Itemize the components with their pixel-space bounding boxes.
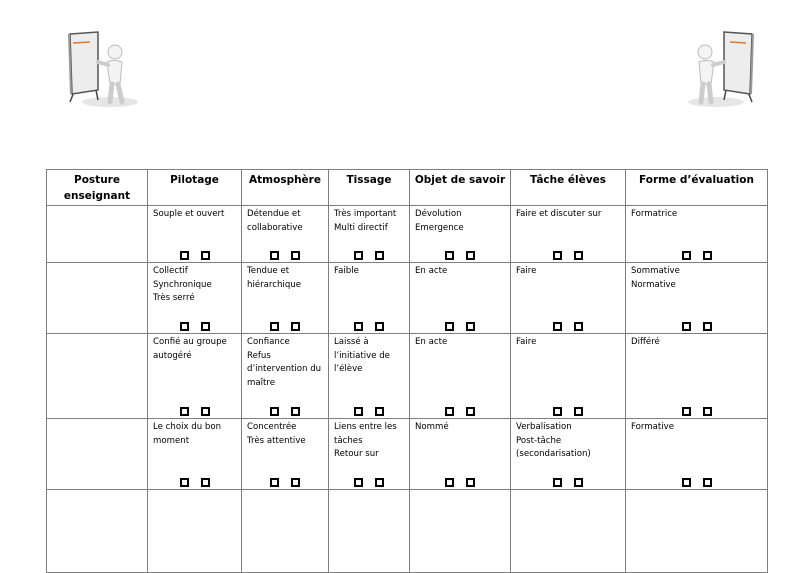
checkbox-icon[interactable] [270, 478, 279, 487]
table-cell [47, 334, 148, 419]
table-cell [242, 263, 329, 334]
cell-text: Faire [516, 266, 537, 276]
table-row [47, 206, 768, 263]
cell-text: Sommative Normative [631, 266, 680, 290]
checkbox-group [511, 407, 625, 416]
cell-text: Dévolution Emergence [415, 209, 464, 233]
table-cell [148, 206, 242, 263]
cell-text: Laissé à l’initiative de l’élève [334, 337, 390, 375]
checkbox-icon[interactable] [682, 251, 691, 260]
checkbox-icon[interactable] [445, 407, 454, 416]
cell-text: Formatrice [631, 209, 678, 219]
checkbox-icon[interactable] [466, 322, 475, 331]
table-cell [626, 490, 768, 573]
cell-text [47, 419, 147, 421]
checkbox-icon[interactable] [375, 407, 384, 416]
checkbox-group [626, 478, 767, 487]
checkbox-group [148, 251, 241, 260]
table-cell [329, 206, 410, 263]
checkbox-icon[interactable] [553, 251, 562, 260]
checkbox-group [511, 322, 625, 331]
checkbox-group [626, 322, 767, 331]
header-posture: Posture enseignant [47, 170, 148, 206]
table-cell [626, 263, 768, 334]
cell-text: Faire [516, 337, 537, 347]
table-cell [148, 419, 242, 490]
checkbox-icon[interactable] [574, 251, 583, 260]
cell-text [410, 490, 510, 492]
checkbox-icon[interactable] [703, 322, 712, 331]
checkbox-icon[interactable] [180, 407, 189, 416]
table-row [47, 490, 768, 573]
table-cell [47, 490, 148, 573]
cell-text [242, 490, 328, 492]
table-cell [242, 334, 329, 419]
checkbox-icon[interactable] [682, 407, 691, 416]
table-cell [47, 419, 148, 490]
table-cell [329, 490, 410, 573]
table-cell [626, 206, 768, 263]
cell-text: Très important Multi directif [334, 209, 397, 233]
cell-text: Concentrée Très attentive [247, 422, 306, 446]
header-evaluation: Forme d’évaluation [626, 170, 768, 206]
checkbox-group [626, 407, 767, 416]
checkbox-icon[interactable] [703, 478, 712, 487]
table-cell [511, 334, 626, 419]
table-cell [329, 419, 410, 490]
posture-table [46, 169, 768, 573]
checkbox-group [329, 322, 409, 331]
checkbox-group [410, 407, 510, 416]
checkbox-icon[interactable] [445, 322, 454, 331]
cell-text: Le choix du bon moment [153, 422, 222, 446]
checkbox-icon[interactable] [445, 478, 454, 487]
checkbox-icon[interactable] [291, 407, 300, 416]
checkbox-group [242, 478, 328, 487]
checkbox-group [148, 478, 241, 487]
checkbox-icon[interactable] [553, 478, 562, 487]
checkbox-icon[interactable] [682, 478, 691, 487]
checkbox-icon[interactable] [291, 478, 300, 487]
header-tache: Tâche élèves [511, 170, 626, 206]
checkbox-icon[interactable] [466, 407, 475, 416]
checkbox-icon[interactable] [270, 322, 279, 331]
checkbox-icon[interactable] [270, 407, 279, 416]
table-cell [410, 263, 511, 334]
cell-text: En acte [415, 337, 448, 347]
checkbox-icon[interactable] [201, 407, 210, 416]
cell-text [148, 490, 241, 492]
cell-text: Confiance Refus d’intervention du maître [247, 337, 322, 388]
checkbox-icon[interactable] [270, 251, 279, 260]
table-cell [242, 419, 329, 490]
cell-text: Tendue et hiérarchique [247, 266, 302, 290]
checkbox-group [329, 478, 409, 487]
presenter-whiteboard-icon [672, 22, 762, 112]
checkbox-group [148, 407, 241, 416]
checkbox-group [626, 251, 767, 260]
checkbox-icon[interactable] [682, 322, 691, 331]
cell-text: Souple et ouvert [153, 209, 225, 219]
checkbox-icon[interactable] [375, 322, 384, 331]
cell-text [47, 334, 147, 336]
checkbox-icon[interactable] [375, 478, 384, 487]
cell-text [329, 490, 409, 492]
checkbox-icon[interactable] [466, 478, 475, 487]
checkbox-icon[interactable] [291, 322, 300, 331]
checkbox-group [511, 251, 625, 260]
header-objet: Objet de savoir [410, 170, 511, 206]
checkbox-group [511, 478, 625, 487]
checkbox-icon[interactable] [201, 251, 210, 260]
checkbox-icon[interactable] [574, 478, 583, 487]
cell-text: Collectif Synchronique Très serré [153, 266, 212, 304]
checkbox-icon[interactable] [466, 251, 475, 260]
checkbox-group [410, 251, 510, 260]
table-row [47, 334, 768, 419]
cell-text: En acte [415, 266, 448, 276]
checkbox-icon[interactable] [553, 407, 562, 416]
checkbox-group [242, 322, 328, 331]
checkbox-group [329, 407, 409, 416]
table-row [47, 419, 768, 490]
cell-text [511, 490, 625, 492]
checkbox-group [410, 322, 510, 331]
cell-text [47, 206, 147, 208]
table-cell [148, 263, 242, 334]
cell-text: Différé [631, 337, 660, 347]
checkbox-icon[interactable] [291, 251, 300, 260]
cell-text: Faible [334, 266, 359, 276]
table-cell [511, 263, 626, 334]
cell-text [47, 490, 147, 492]
presenter-whiteboard-icon [60, 22, 150, 112]
checkbox-icon[interactable] [180, 322, 189, 331]
checkbox-icon[interactable] [201, 478, 210, 487]
checkbox-icon[interactable] [354, 478, 363, 487]
table-cell [329, 263, 410, 334]
table-header-row [47, 170, 768, 206]
cell-text: Verbalisation Post-tâche (secondarisation) [516, 422, 591, 460]
checkbox-group [148, 322, 241, 331]
cell-text: Confié au groupe autogéré [153, 337, 227, 361]
table-cell [148, 490, 242, 573]
header-pilotage: Pilotage [148, 170, 242, 206]
cell-text [626, 490, 767, 492]
table-cell [47, 263, 148, 334]
checkbox-group [242, 251, 328, 260]
table-cell [242, 206, 329, 263]
table-cell [511, 490, 626, 573]
table-cell [410, 490, 511, 573]
table-cell [410, 206, 511, 263]
checkbox-icon[interactable] [180, 478, 189, 487]
checkbox-group [410, 478, 510, 487]
table-cell [242, 490, 329, 573]
table-row [47, 263, 768, 334]
checkbox-group [329, 251, 409, 260]
checkbox-icon[interactable] [574, 322, 583, 331]
table-cell [148, 334, 242, 419]
header-tissage: Tissage [329, 170, 410, 206]
table-cell [410, 334, 511, 419]
checkbox-icon[interactable] [354, 407, 363, 416]
checkbox-icon[interactable] [553, 322, 562, 331]
checkbox-icon[interactable] [703, 407, 712, 416]
cell-text: Formative [631, 422, 675, 432]
cell-text: Faire et discuter sur [516, 209, 602, 219]
table-cell [511, 419, 626, 490]
cell-text: Détendue et collaborative [247, 209, 303, 233]
header-atmosphere: Atmosphère [242, 170, 329, 206]
checkbox-icon[interactable] [445, 251, 454, 260]
table-cell [626, 334, 768, 419]
checkbox-icon[interactable] [375, 251, 384, 260]
table-cell [47, 206, 148, 263]
table-cell [511, 206, 626, 263]
cell-text: Liens entre les tâches Retour sur [334, 422, 397, 460]
table-cell [626, 419, 768, 490]
cell-text [47, 263, 147, 265]
checkbox-icon[interactable] [201, 322, 210, 331]
checkbox-icon[interactable] [354, 322, 363, 331]
cell-text: Nommé [415, 422, 449, 432]
checkbox-icon[interactable] [703, 251, 712, 260]
checkbox-icon[interactable] [354, 251, 363, 260]
checkbox-group [242, 407, 328, 416]
table-cell [410, 419, 511, 490]
checkbox-icon[interactable] [574, 407, 583, 416]
checkbox-icon[interactable] [180, 251, 189, 260]
table-cell [329, 334, 410, 419]
